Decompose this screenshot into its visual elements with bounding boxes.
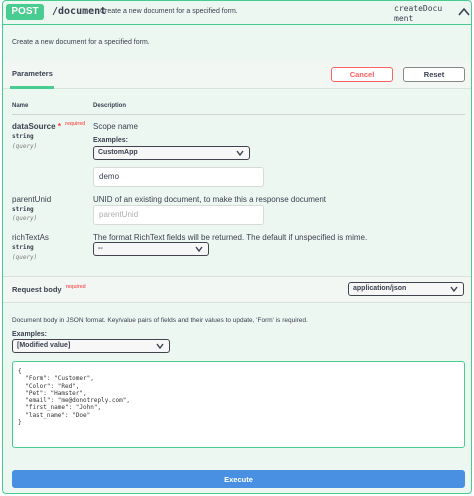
request-body-example-select[interactable]: [12, 339, 170, 353]
select-value: application/json: [353, 285, 407, 292]
param-description: UNID of an existing document, to make this a response document: [93, 195, 327, 204]
request-body-description: Document body in JSON format. Key/value pairs of fields and their values to update, 'Form' is required.: [12, 317, 308, 324]
examples-label: Examples:: [12, 331, 48, 338]
param-description: The format RichText fields will be returned. The default if unspecified is mime.: [93, 233, 368, 242]
chevron-up-icon[interactable]: [457, 6, 471, 18]
param-name-text: dataSource: [12, 122, 56, 131]
examples-label: Examples:: [93, 137, 129, 144]
param-name-richtextas: richTextAs: [12, 233, 49, 242]
execute-button[interactable]: Execute: [12, 470, 465, 488]
richtextas-select[interactable]: [93, 242, 209, 256]
required-label: required: [65, 284, 86, 290]
request-body-title-text: Request body: [12, 285, 62, 294]
cancel-button[interactable]: Cancel: [331, 67, 393, 82]
datasource-example-select[interactable]: [93, 146, 250, 160]
param-location: (query): [12, 143, 38, 150]
param-description: Scope name: [93, 122, 138, 131]
operation-summary-text: Create a new document for a specified form.: [100, 8, 238, 15]
required-star: *: [57, 122, 61, 131]
operation-description: Create a new document for a specified form.: [12, 39, 150, 46]
param-location: (query): [12, 254, 38, 261]
param-type: string: [12, 206, 34, 213]
select-value: CustomApp: [98, 149, 138, 156]
parentunid-input[interactable]: parentUnid: [93, 205, 264, 225]
method-badge: POST: [6, 4, 44, 20]
datasource-input[interactable]: demo: [93, 167, 264, 187]
operation-block: [2, 0, 472, 494]
select-value: --: [98, 245, 103, 252]
chevron-down-icon: [450, 286, 458, 292]
param-type: string: [12, 133, 34, 140]
param-location: (query): [12, 215, 38, 222]
select-value: [Modified value]: [17, 342, 71, 349]
tab-underline: [10, 86, 54, 89]
param-type: string: [12, 244, 34, 251]
content-type-select[interactable]: [348, 282, 464, 296]
reset-button[interactable]: Reset: [403, 67, 465, 82]
tab-parameters[interactable]: Parameters: [12, 69, 53, 78]
operation-path: /document: [52, 6, 107, 17]
chevron-down-icon: [236, 150, 244, 156]
chevron-down-icon: [195, 246, 203, 252]
column-header-name: Name: [12, 103, 29, 109]
parameters-header: [3, 61, 471, 89]
column-header-description: Description: [93, 103, 127, 109]
request-body-title: [12, 285, 86, 294]
request-body-editor[interactable]: { "Form": "Customer", "Color": "Red", "Pet": "Hamster", "email": "me@donotreply.com", "first_name": "John", "last_name": "Doe" }: [12, 361, 465, 448]
chevron-down-icon: [156, 343, 164, 349]
divider: [12, 114, 465, 115]
param-name-datasource: [12, 122, 85, 131]
operation-summary[interactable]: [3, 1, 471, 25]
operation-id: createDocument: [394, 4, 443, 23]
param-name-parentunid: parentUnid: [12, 195, 52, 204]
required-label: required: [65, 121, 86, 127]
